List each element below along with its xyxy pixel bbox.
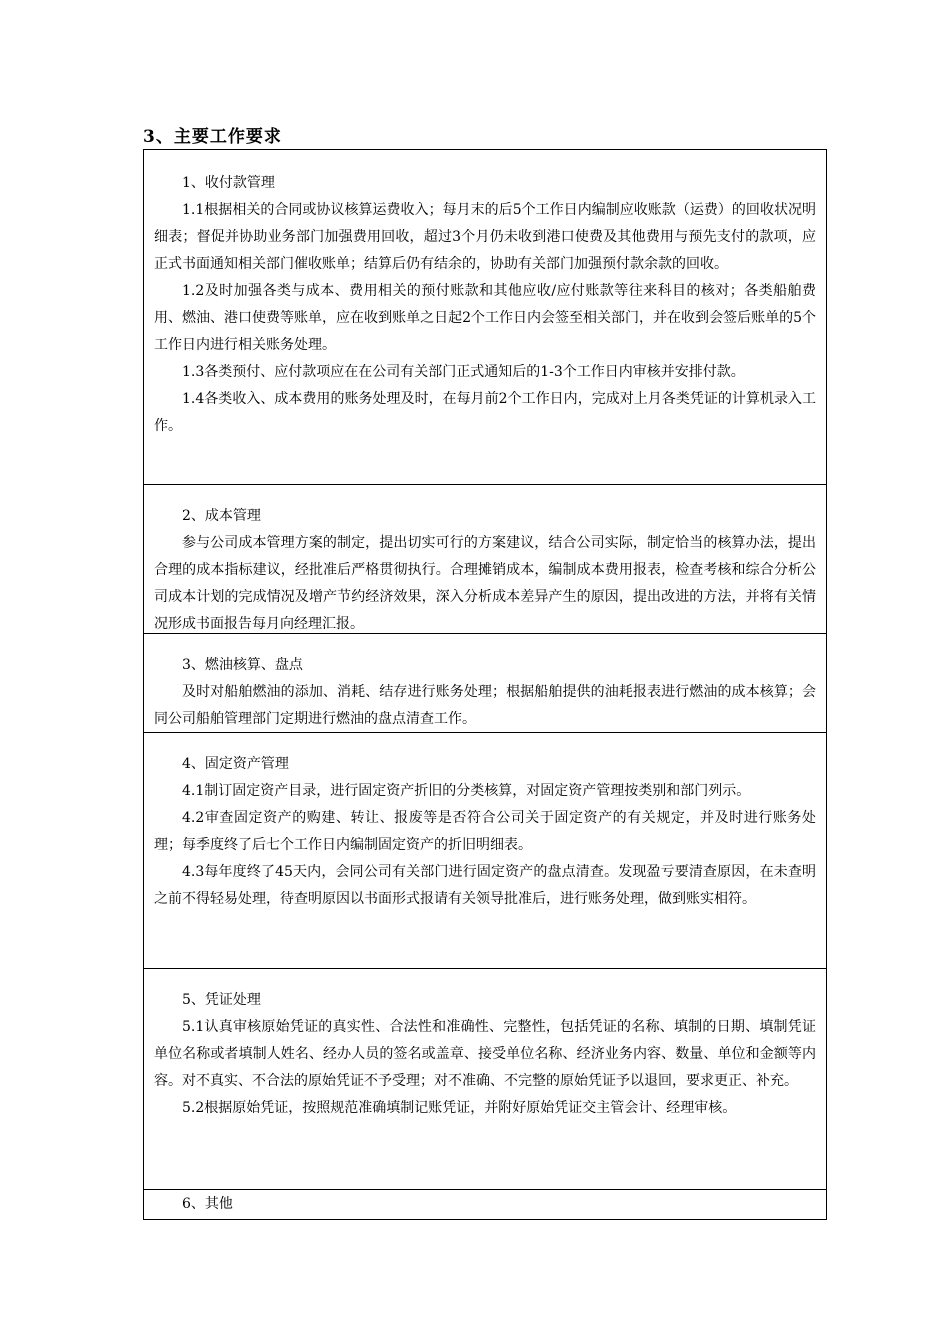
section-cost	[144, 484, 826, 633]
paragraph: 4.1制订固定资产目录，进行固定资产折旧的分类核算，对固定资产管理按类别和部门列示。	[182, 783, 751, 799]
paragraph: 5.1认真审核原始凭证的真实性、合法性和准确性、完整性，包括凭证的名称、填制的日期、填制凭证单位名称或者填制人姓名、经办人员的签名或盖章、接受单位名称、经济业务内容、数量、单位和金额等内容。对不真实、不合法的原始凭证不予受理；对不准确、不完整的原始凭证予以退回，要求更正、补充。	[154, 1019, 816, 1089]
section-payments	[144, 150, 826, 484]
section-title: 2、成本管理	[182, 508, 261, 524]
section-title: 3、燃油核算、盘点	[182, 657, 303, 673]
section-title: 1、收付款管理	[182, 175, 275, 191]
paragraph: 1.1根据相关的合同或协议核算运费收入；每月末的后5个工作日内编制应收账款（运费）的回收状况明细表；督促并协助业务部门加强费用回收，超过3个月仍未收到港口使费及其他费用与预先支付的款项，应正式书面通知相关部门催收账单；结算后仍有结余的，协助有关部门加强预付款余款的回收。	[154, 202, 816, 272]
section-heading: 3、主要工作要求	[143, 127, 282, 147]
paragraph: 参与公司成本管理方案的制定，提出切实可行的方案建议，结合公司实际，制定恰当的核算办法，提出合理的成本指标建议，经批准后严格贯彻执行。合理摊销成本，编制成本费用报表，检查考核和综合分析公司成本计划的完成情况及增产节约经济效果，深入分析成本差异产生的原因，提出改进的方法，并将有关情况形成书面报告每月向经理汇报。	[154, 535, 816, 632]
section-other	[144, 1189, 826, 1219]
section-title: 4、固定资产管理	[182, 756, 289, 772]
section-title: 6、其他	[182, 1196, 233, 1212]
paragraph: 5.2根据原始凭证，按照规范准确填制记账凭证，并附好原始凭证交主管会计、经理审核。	[182, 1100, 737, 1116]
section-title: 5、凭证处理	[182, 992, 261, 1008]
paragraph: 4.2审查固定资产的购建、转让、报废等是否符合公司关于固定资产的有关规定，并及时进行账务处理；每季度终了后七个工作日内编制固定资产的折旧明细表。	[154, 810, 816, 853]
paragraph: 1.4各类收入、成本费用的账务处理及时，在每月前2个工作日内，完成对上月各类凭证的计算机录入工作。	[154, 391, 816, 434]
requirements-table	[143, 149, 827, 1220]
section-vouchers	[144, 968, 826, 1189]
section-fuel	[144, 633, 826, 732]
paragraph: 1.3各类预付、应付款项应在在公司有关部门正式通知后的1-3个工作日内审核并安排付款。	[182, 364, 745, 380]
paragraph: 4.3每年度终了45天内，会同公司有关部门进行固定资产的盘点清查。发现盈亏要清查原因，在未查明之前不得轻易处理，待查明原因以书面形式报请有关领导批准后，进行账务处理，做到账实相符。	[154, 864, 816, 907]
paragraph: 1.2及时加强各类与成本、费用相关的预付账款和其他应收/应付账款等往来科目的核对；各类船舶费用、燃油、港口使费等账单，应在收到账单之日起2个工作日内会签至相关部门，并在收到会签后账单的5个工作日内进行相关账务处理。	[154, 283, 816, 353]
section-fixed-assets	[144, 732, 826, 968]
paragraph: 及时对船舶燃油的添加、消耗、结存进行账务处理；根据船舶提供的油耗报表进行燃油的成本核算；会同公司船舶管理部门定期进行燃油的盘点清查工作。	[154, 684, 816, 727]
